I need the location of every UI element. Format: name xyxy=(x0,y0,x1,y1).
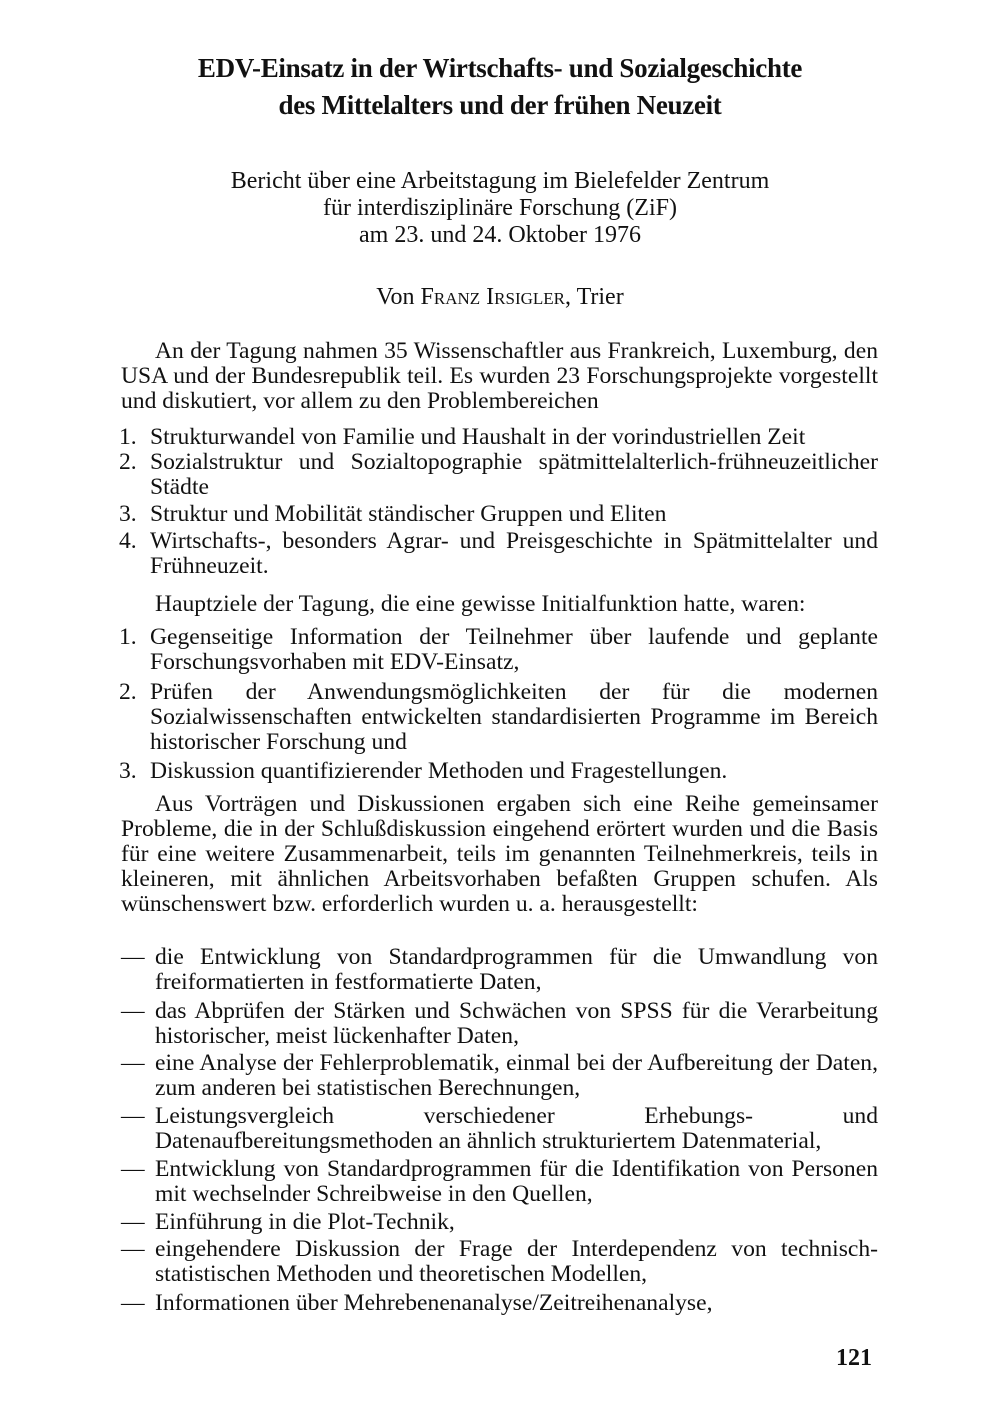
list-item xyxy=(121,1051,878,1104)
list-item xyxy=(121,1157,878,1210)
list-item xyxy=(121,529,878,579)
results-paragraph: Aus Vorträgen und Diskussionen ergaben sich eine Reihe gemeinsamer Probleme, die in der Schlußdiskussion eingehend erörtert wurden und die Basis für eine weitere Zusammenarbeit, teils im genannten Teilnehmerkreis, teils in kleineren, mit ähnlichen Arbeitsvorhaben befaßten Gruppen schufen. Als wünschenswert bzw. erforderlich wurden u. a. herausgestellt: xyxy=(121,791,878,917)
aims-intro-block xyxy=(121,592,878,617)
dash-marker: — xyxy=(121,1290,145,1316)
item-number: 1. xyxy=(119,624,137,650)
item-number: 1. xyxy=(119,424,137,450)
list-item xyxy=(121,680,878,759)
dash-marker: — xyxy=(121,1103,145,1129)
item-text: das Abprüfen der Stärken und Schwächen von SPSS für die Verarbeitung historischer, meist lückenhafter Daten, xyxy=(155,998,878,1049)
item-text: die Entwicklung von Standardprogrammen für die Umwandlung von freiformatierten in festformatierte Daten, xyxy=(155,944,878,995)
desiderata-list xyxy=(121,945,878,1316)
dash-marker: — xyxy=(121,944,145,970)
item-text: Einführung in die Plot-Technik, xyxy=(155,1209,455,1235)
title-line-1: EDV-Einsatz in der Wirtschafts- und Sozialgeschichte xyxy=(197,53,803,83)
item-number: 4. xyxy=(119,528,137,554)
subtitle-line-3: am 23. und 24. Oktober 1976 xyxy=(359,222,641,248)
item-text: Prüfen der Anwendungsmöglichkeiten der für die modernen Sozialwissenschaften entwickelten standardisierten Programme im Bereich historischer Forschung und xyxy=(150,679,878,755)
author-prefix: Von xyxy=(376,284,421,310)
item-text: Informationen über Mehrebenenanalyse/Zeitreihenanalyse, xyxy=(155,1290,713,1316)
item-text: Gegenseitige Information der Teilnehmer über laufende und geplante Forschungsvorhaben mit EDV-Einsatz, xyxy=(150,624,878,675)
item-text: Sozialstruktur und Sozialtopographie spätmittelalterlich-frühneuzeitlicher Städte xyxy=(150,449,878,500)
list-item xyxy=(121,425,878,450)
item-text: eingehendere Diskussion der Frage der Interdependenz von technisch-statistischen Methoden und theoretischen Modellen, xyxy=(155,1236,878,1287)
list-item xyxy=(121,450,878,502)
item-text: Diskussion quantifizierender Methoden und Fragestellungen. xyxy=(150,758,728,784)
author-suffix: , Trier xyxy=(565,284,624,310)
item-number: 3. xyxy=(119,501,137,527)
subtitle-line-1: Bericht über eine Arbeitstagung im Bielefelder Zentrum xyxy=(230,168,770,194)
item-text: eine Analyse der Fehlerproblematik, einmal bei der Aufbereitung der Daten, zum anderen bei statistischen Berechnungen, xyxy=(155,1050,878,1101)
aims-intro-paragraph: Hauptziele der Tagung, die eine gewisse Initialfunktion hatte, waren: xyxy=(155,591,806,617)
problem-areas-list xyxy=(121,425,878,579)
list-item xyxy=(121,1210,878,1237)
dash-marker: — xyxy=(121,1236,145,1262)
intro-block xyxy=(121,339,878,414)
article-subtitle xyxy=(0,168,1000,249)
intro-paragraph: An der Tagung nahmen 35 Wissenschaftler aus Frankreich, Luxemburg, den USA und der Bundesrepublik teil. Es wurden 23 Forschungsprojekte vorgestellt und diskutiert, vor allem zu den Problembereichen xyxy=(121,338,878,414)
article-title xyxy=(0,50,1000,124)
item-text: Leistungsvergleich verschiedener Erhebungs- und Datenaufbereitungsmethoden an ähnlich strukturiertem Datenmaterial, xyxy=(155,1103,878,1154)
results-block xyxy=(121,792,878,917)
list-item xyxy=(121,759,878,784)
item-number: 3. xyxy=(119,758,137,784)
subtitle-line-2: für interdisziplinäre Forschung (ZiF) xyxy=(323,195,677,221)
item-text: Strukturwandel von Familie und Haushalt in der vorindustriellen Zeit xyxy=(150,424,806,450)
list-item xyxy=(121,502,878,529)
item-number: 2. xyxy=(119,449,137,475)
dash-marker: — xyxy=(121,1209,145,1235)
author-line xyxy=(0,283,1000,311)
item-text: Entwicklung von Standardprogrammen für die Identifikation von Personen mit wechselnder Schreibweise in den Quellen, xyxy=(155,1156,878,1207)
dash-marker: — xyxy=(121,998,145,1024)
list-item xyxy=(121,999,878,1051)
title-line-2: des Mittelalters und der frühen Neuzeit xyxy=(278,90,722,120)
list-item xyxy=(121,1237,878,1291)
dash-marker: — xyxy=(121,1156,145,1182)
item-text: Struktur und Mobilität ständischer Gruppen und Eliten xyxy=(150,501,667,527)
list-item xyxy=(121,945,878,999)
list-item xyxy=(121,1291,878,1316)
item-number: 2. xyxy=(119,679,137,705)
list-item xyxy=(121,1104,878,1157)
aims-list xyxy=(121,625,878,784)
dash-marker: — xyxy=(121,1050,145,1076)
item-text: Wirtschafts-, besonders Agrar- und Preisgeschichte in Spätmittelalter und Frühneuzeit. xyxy=(150,528,878,579)
list-item xyxy=(121,625,878,677)
author-name: Franz Irsigler xyxy=(420,284,566,310)
page-number: 121 xyxy=(836,1345,872,1371)
